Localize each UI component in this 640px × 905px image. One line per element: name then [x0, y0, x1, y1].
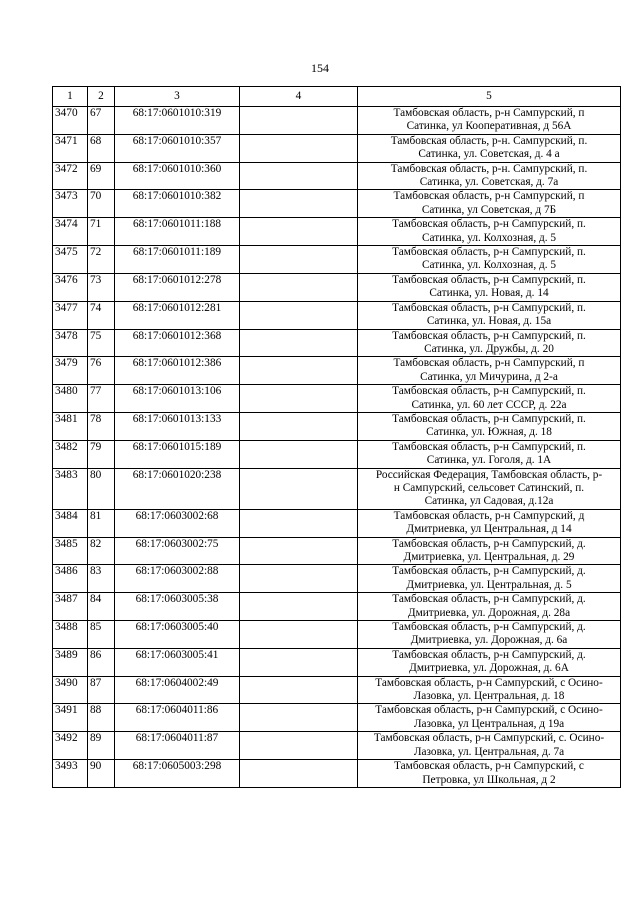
row-number-cell: 3477 — [53, 301, 88, 329]
empty-cell — [240, 760, 358, 788]
column-header: 2 — [88, 87, 115, 107]
table-body — [53, 107, 621, 788]
cadastral-number-cell: 68:17:0601010:319 — [115, 107, 240, 135]
empty-cell — [240, 134, 358, 162]
table-row — [53, 593, 621, 621]
address-cell: Тамбовская область, р-н Сампурский, п. Сатинка, ул. Новая, д. 14 — [358, 273, 621, 301]
table-row — [53, 732, 621, 760]
cadastral-number-cell: 68:17:0601010:360 — [115, 162, 240, 190]
column-header: 1 — [53, 87, 88, 107]
empty-cell — [240, 704, 358, 732]
row-index-cell: 84 — [88, 593, 115, 621]
empty-cell — [240, 190, 358, 218]
empty-cell — [240, 385, 358, 413]
table-header-row — [53, 87, 621, 107]
address-cell: Тамбовская область, р-н Сампурский, п. Сатинка, ул. Новая, д. 15а — [358, 301, 621, 329]
row-number-cell: 3492 — [53, 732, 88, 760]
property-registry-table — [52, 86, 621, 788]
address-cell: Тамбовская область, р-н. Сампурский, п. Сатинка, ул. Советская, д. 7а — [358, 162, 621, 190]
empty-cell — [240, 357, 358, 385]
table-row — [53, 273, 621, 301]
row-number-cell: 3482 — [53, 440, 88, 468]
cadastral-number-cell: 68:17:0603002:68 — [115, 509, 240, 537]
table-row — [53, 621, 621, 649]
cadastral-number-cell: 68:17:0601012:368 — [115, 329, 240, 357]
row-index-cell: 88 — [88, 704, 115, 732]
row-number-cell: 3489 — [53, 648, 88, 676]
row-number-cell: 3473 — [53, 190, 88, 218]
cadastral-number-cell: 68:17:0603002:75 — [115, 537, 240, 565]
address-cell: Тамбовская область, р-н Сампурский, п Сатинка, ул Советская, д 7Б — [358, 190, 621, 218]
row-number-cell: 3479 — [53, 357, 88, 385]
row-number-cell: 3481 — [53, 412, 88, 440]
cadastral-number-cell: 68:17:0601011:188 — [115, 218, 240, 246]
cadastral-number-cell: 68:17:0601013:133 — [115, 412, 240, 440]
table-row — [53, 760, 621, 788]
row-number-cell: 3475 — [53, 246, 88, 274]
empty-cell — [240, 676, 358, 704]
row-index-cell: 83 — [88, 565, 115, 593]
cadastral-number-cell: 68:17:0604011:86 — [115, 704, 240, 732]
row-index-cell: 85 — [88, 621, 115, 649]
address-cell: Тамбовская область, р-н Сампурский, п. Сатинка, ул. Южная, д. 18 — [358, 412, 621, 440]
empty-cell — [240, 246, 358, 274]
table-row — [53, 509, 621, 537]
row-index-cell: 89 — [88, 732, 115, 760]
table-row — [53, 412, 621, 440]
empty-cell — [240, 273, 358, 301]
address-cell: Тамбовская область, р-н Сампурский, п. Сатинка, ул. Гоголя, д. 1А — [358, 440, 621, 468]
cadastral-number-cell: 68:17:0601010:382 — [115, 190, 240, 218]
empty-cell — [240, 440, 358, 468]
cadastral-number-cell: 68:17:0601020:238 — [115, 468, 240, 509]
row-index-cell: 75 — [88, 329, 115, 357]
row-number-cell: 3471 — [53, 134, 88, 162]
cadastral-number-cell: 68:17:0604002:49 — [115, 676, 240, 704]
table-row — [53, 107, 621, 135]
empty-cell — [240, 537, 358, 565]
row-number-cell: 3493 — [53, 760, 88, 788]
table-row — [53, 704, 621, 732]
row-number-cell: 3490 — [53, 676, 88, 704]
address-cell: Тамбовская область, р-н Сампурский, д. Дмитриевка, ул. Центральная, д. 5 — [358, 565, 621, 593]
empty-cell — [240, 162, 358, 190]
row-number-cell: 3472 — [53, 162, 88, 190]
cadastral-number-cell: 68:17:0603005:38 — [115, 593, 240, 621]
empty-cell — [240, 329, 358, 357]
row-index-cell: 80 — [88, 468, 115, 509]
table-row — [53, 218, 621, 246]
address-cell: Тамбовская область, р-н Сампурский, д. Дмитриевка, ул. Дорожная, д. 6А — [358, 648, 621, 676]
row-index-cell: 81 — [88, 509, 115, 537]
empty-cell — [240, 412, 358, 440]
address-cell: Тамбовская область, р-н Сампурский, с Осино- Лазовка, ул. Центральная, д. 18 — [358, 676, 621, 704]
row-number-cell: 3488 — [53, 621, 88, 649]
table-row — [53, 565, 621, 593]
address-cell: Тамбовская область, р-н Сампурский, п Сатинка, ул Мичурина, д 2-а — [358, 357, 621, 385]
empty-cell — [240, 593, 358, 621]
empty-cell — [240, 301, 358, 329]
row-index-cell: 72 — [88, 246, 115, 274]
table-row — [53, 648, 621, 676]
cadastral-number-cell: 68:17:0604011:87 — [115, 732, 240, 760]
cadastral-number-cell: 68:17:0601012:386 — [115, 357, 240, 385]
address-cell: Тамбовская область, р-н Сампурский, с. Осино- Лазовка, ул. Центральная, д. 7а — [358, 732, 621, 760]
table-row — [53, 440, 621, 468]
address-cell: Тамбовская область, р-н Сампурский, с Осино- Лазовка, ул Центральная, д 19а — [358, 704, 621, 732]
empty-cell — [240, 218, 358, 246]
row-index-cell: 73 — [88, 273, 115, 301]
address-cell: Тамбовская область, р-н Сампурский, п. Сатинка, ул. Колхозная, д. 5 — [358, 218, 621, 246]
table-row — [53, 357, 621, 385]
table-row — [53, 134, 621, 162]
cadastral-number-cell: 68:17:0603005:41 — [115, 648, 240, 676]
address-cell: Тамбовская область, р-н Сампурский, д. Дмитриевка, ул. Дорожная, д. 28а — [358, 593, 621, 621]
address-cell: Тамбовская область, р-н Сампурский, д Дмитриевка, ул Центральная, д 14 — [358, 509, 621, 537]
row-index-cell: 86 — [88, 648, 115, 676]
row-number-cell: 3478 — [53, 329, 88, 357]
column-header: 5 — [358, 87, 621, 107]
column-header: 3 — [115, 87, 240, 107]
empty-cell — [240, 107, 358, 135]
cadastral-number-cell: 68:17:0601012:278 — [115, 273, 240, 301]
row-number-cell: 3474 — [53, 218, 88, 246]
row-index-cell: 69 — [88, 162, 115, 190]
address-cell: Тамбовская область, р-н Сампурский, п. Сатинка, ул. Дружбы, д. 20 — [358, 329, 621, 357]
cadastral-number-cell: 68:17:0601015:189 — [115, 440, 240, 468]
table-row — [53, 676, 621, 704]
row-number-cell: 3491 — [53, 704, 88, 732]
address-cell: Тамбовская область, р-н. Сампурский, п. Сатинка, ул. Советская, д. 4 а — [358, 134, 621, 162]
table-row — [53, 301, 621, 329]
row-index-cell: 82 — [88, 537, 115, 565]
table-row — [53, 246, 621, 274]
row-number-cell: 3470 — [53, 107, 88, 135]
row-index-cell: 78 — [88, 412, 115, 440]
cadastral-number-cell: 68:17:0605003:298 — [115, 760, 240, 788]
row-index-cell: 77 — [88, 385, 115, 413]
table-row — [53, 468, 621, 509]
address-cell: Тамбовская область, р-н Сампурский, д. Дмитриевка, ул. Дорожная, д. 6а — [358, 621, 621, 649]
table-row — [53, 537, 621, 565]
table-row — [53, 190, 621, 218]
table-row — [53, 385, 621, 413]
cadastral-number-cell: 68:17:0601013:106 — [115, 385, 240, 413]
table-row — [53, 162, 621, 190]
address-cell: Тамбовская область, р-н Сампурский, п. Сатинка, ул. Колхозная, д. 5 — [358, 246, 621, 274]
row-index-cell: 71 — [88, 218, 115, 246]
address-cell: Тамбовская область, р-н Сампурский, д. Дмитриевка, ул. Центральная, д. 29 — [358, 537, 621, 565]
cadastral-number-cell: 68:17:0601012:281 — [115, 301, 240, 329]
row-number-cell: 3486 — [53, 565, 88, 593]
empty-cell — [240, 648, 358, 676]
address-cell: Тамбовская область, р-н Сампурский, п Сатинка, ул Кооперативная, д 56А — [358, 107, 621, 135]
cadastral-number-cell: 68:17:0601011:189 — [115, 246, 240, 274]
table-row — [53, 329, 621, 357]
cadastral-number-cell: 68:17:0603005:40 — [115, 621, 240, 649]
address-cell: Тамбовская область, р-н Сампурский, с Петровка, ул Школьная, д 2 — [358, 760, 621, 788]
empty-cell — [240, 621, 358, 649]
empty-cell — [240, 509, 358, 537]
row-index-cell: 67 — [88, 107, 115, 135]
address-cell: Российская Федерация, Тамбовская область, р- н Сампурский, сельсовет Сатинский, п. Сатинка, ул Садовая, д.12а — [358, 468, 621, 509]
row-number-cell: 3485 — [53, 537, 88, 565]
cadastral-number-cell: 68:17:0601010:357 — [115, 134, 240, 162]
row-number-cell: 3476 — [53, 273, 88, 301]
row-index-cell: 74 — [88, 301, 115, 329]
empty-cell — [240, 732, 358, 760]
row-index-cell: 70 — [88, 190, 115, 218]
empty-cell — [240, 565, 358, 593]
row-index-cell: 76 — [88, 357, 115, 385]
row-number-cell: 3484 — [53, 509, 88, 537]
cadastral-number-cell: 68:17:0603002:88 — [115, 565, 240, 593]
address-cell: Тамбовская область, р-н Сампурский, п. Сатинка, ул. 60 лет СССР, д. 22а — [358, 385, 621, 413]
empty-cell — [240, 468, 358, 509]
row-number-cell: 3480 — [53, 385, 88, 413]
row-index-cell: 90 — [88, 760, 115, 788]
row-number-cell: 3483 — [53, 468, 88, 509]
row-index-cell: 79 — [88, 440, 115, 468]
column-header: 4 — [240, 87, 358, 107]
row-index-cell: 68 — [88, 134, 115, 162]
row-index-cell: 87 — [88, 676, 115, 704]
page-number: 154 — [311, 61, 329, 75]
row-number-cell: 3487 — [53, 593, 88, 621]
